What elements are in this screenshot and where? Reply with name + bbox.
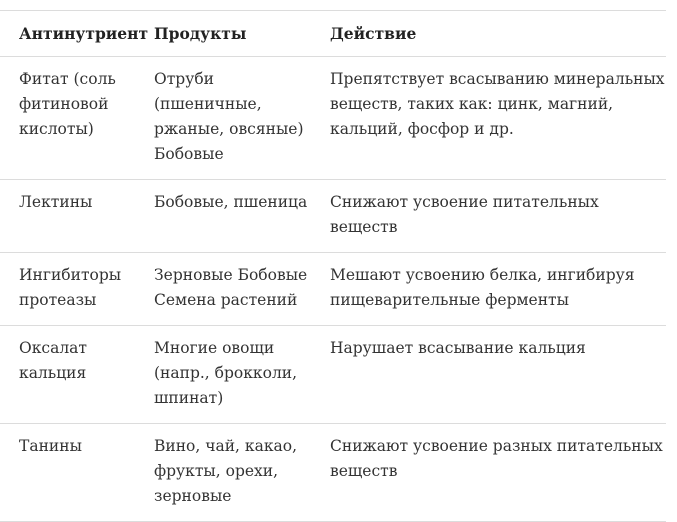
cell-products: [134, 57, 309, 180]
cell-antinutrient-text: Фитат (соль фитиновой кислоты): [19, 70, 116, 138]
table-row: [0, 180, 666, 253]
cell-action: [309, 424, 666, 522]
cell-action: [309, 326, 666, 424]
cell-products-text: Бобовые, пшеница: [154, 193, 308, 211]
table-row: [0, 326, 666, 424]
cell-antinutrient: [0, 253, 134, 326]
cell-antinutrient: [0, 180, 134, 253]
antinutrients-table: [0, 10, 666, 522]
antinutrients-table-container: [0, 10, 666, 522]
cell-action-text: Нарушает всасывание кальция: [330, 339, 586, 357]
cell-products-text: Многие овощи (напр., брокколи, шпинат): [154, 339, 298, 407]
table-row: [0, 57, 666, 180]
cell-products: [134, 180, 309, 253]
table-header-row: [0, 11, 666, 57]
cell-antinutrient-text: Ингибиторы протеазы: [19, 266, 122, 309]
cell-products-text: Зерновые Бобовые Семена растений: [154, 266, 308, 309]
cell-antinutrient-text: Оксалат кальция: [19, 339, 87, 382]
cell-antinutrient: [0, 326, 134, 424]
cell-products: [134, 326, 309, 424]
header-action: Действие: [309, 11, 666, 57]
header-antinutrient: Антинутриент: [0, 11, 134, 57]
cell-products-text: Вино, чай, какао, фрукты, орехи, зерновые: [154, 437, 298, 505]
cell-antinutrient: [0, 424, 134, 522]
cell-products: [134, 253, 309, 326]
cell-action-text: Мешают усвоению белка, ингибируя пищеварительные ферменты: [330, 266, 635, 309]
cell-action-text: Снижают усвоение питательных веществ: [330, 193, 599, 236]
cell-antinutrient: [0, 57, 134, 180]
cell-action: [309, 253, 666, 326]
cell-action: [309, 57, 666, 180]
header-products: Продукты: [134, 11, 309, 57]
cell-antinutrient-text: Танины: [19, 437, 82, 455]
table-row: [0, 424, 666, 522]
cell-action-text: Препятствует всасыванию минеральных веществ, таких как: цинк, магний, кальций, фосфор и др.: [330, 70, 665, 138]
table-row: [0, 253, 666, 326]
cell-products: [134, 424, 309, 522]
cell-action-text: Снижают усвоение разных питательных веществ: [330, 437, 663, 480]
cell-action: [309, 180, 666, 253]
cell-antinutrient-text: Лектины: [19, 193, 93, 211]
cell-products-text: Отруби (пшеничные, ржаные, овсяные) Бобовые: [154, 70, 304, 163]
